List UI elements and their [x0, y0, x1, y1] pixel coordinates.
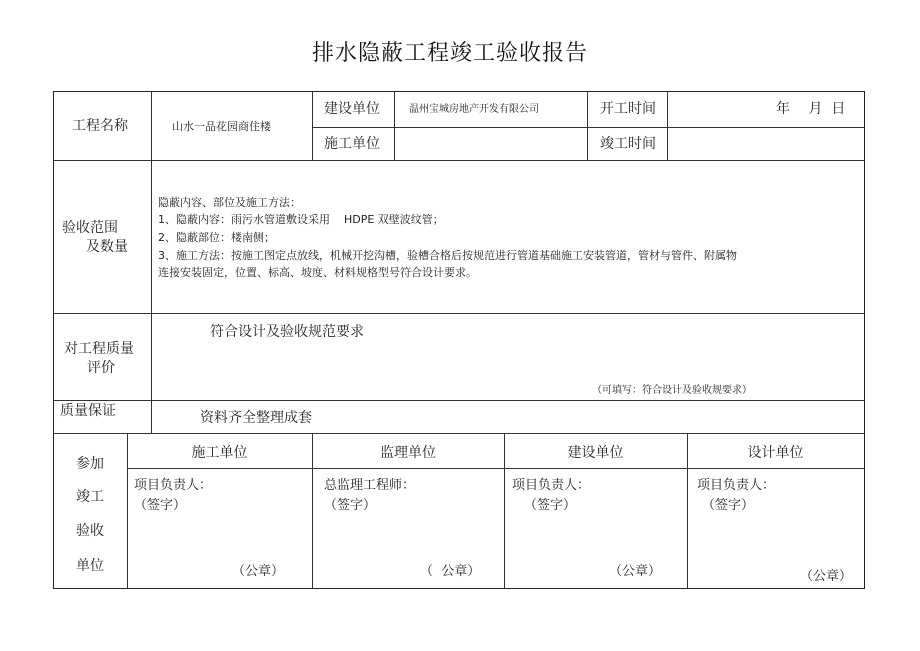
scope-label-line2: 及数量 — [86, 239, 128, 255]
col-divider — [394, 92, 395, 160]
unit-role: 项目负责人： — [134, 478, 213, 493]
row-divider — [54, 400, 864, 401]
unit-role: 总监理工程师： — [324, 478, 416, 493]
unit-seal: （公章） — [232, 564, 285, 579]
quality-assurance-value: 资料齐全整理成套 — [200, 410, 312, 426]
builder-value: 温州宝城房地产开发有限公司 — [409, 104, 539, 115]
row-divider — [54, 433, 864, 434]
builder-label: 建设单位 — [324, 101, 380, 117]
start-time-value: 年 月 日 — [776, 101, 846, 117]
col-divider — [312, 92, 313, 160]
project-name-value: 山水一品花园商住楼 — [172, 120, 271, 133]
unit-seal: （公章） — [609, 564, 662, 579]
unit-role: 项目负责人： — [512, 478, 591, 493]
row-divider — [54, 313, 864, 314]
row-divider — [54, 160, 864, 161]
col-divider — [151, 160, 152, 433]
scope-line: 3、施工方法：按施工图定点放线，机械开挖沟槽，验槽合格后按规范进行管道基础施工安装管道，管材与管件、附属物 — [158, 249, 737, 262]
participants-label-char: 竣工 — [76, 489, 104, 505]
col-divider — [587, 92, 588, 160]
participants-label-char: 单位 — [76, 558, 104, 574]
quality-eval-note: （可填写：符合设计及验收规要求） — [592, 385, 752, 396]
quality-eval-label-line2: 评价 — [87, 360, 115, 376]
finish-time-label: 竣工时间 — [600, 136, 656, 152]
report-title: 排水隐蔽工程竣工验收报告 — [311, 41, 588, 66]
participants-label-char: 验收 — [76, 523, 104, 539]
quality-eval-value: 符合设计及验收规范要求 — [210, 324, 364, 340]
report-form — [53, 91, 865, 589]
unit-header-builder: 建设单位 — [567, 445, 624, 461]
unit-seal: （公章） — [800, 569, 853, 584]
col-divider — [667, 92, 668, 160]
unit-header-supervisor: 监理单位 — [380, 445, 436, 461]
unit-role: 项目负责人： — [697, 478, 776, 493]
scope-line: 隐蔽内容、部位及施工方法： — [158, 196, 301, 209]
scope-line: 1、隐蔽内容：雨污水管道敷设采用 HDPE 双壁波纹管； — [158, 213, 444, 226]
unit-sign: （签字） — [524, 498, 577, 513]
quality-eval-label-line1: 对工程质量 — [64, 341, 134, 357]
scope-line: 2、隐蔽部位：楼南侧； — [158, 231, 275, 244]
scope-line: 连接安装固定，位置、标高、坡度、材料规格型号符合设计要求。 — [158, 266, 477, 279]
unit-sign: （签字） — [134, 498, 187, 513]
participants-label-char: 参加 — [76, 456, 104, 472]
unit-header-contractor: 施工单位 — [191, 445, 248, 461]
row-divider — [127, 468, 864, 469]
project-name-label: 工程名称 — [72, 118, 128, 134]
unit-sign: （签字） — [702, 498, 755, 513]
unit-sign: （签字） — [324, 498, 377, 513]
unit-seal: （ 公章） — [420, 564, 481, 579]
start-time-label: 开工时间 — [600, 101, 656, 117]
scope-label-line1: 验收范围 — [62, 220, 118, 236]
unit-header-designer: 设计单位 — [747, 445, 804, 461]
contractor-label: 施工单位 — [324, 136, 380, 152]
col-divider — [151, 92, 152, 160]
quality-assurance-label: 质量保证 — [60, 403, 116, 419]
